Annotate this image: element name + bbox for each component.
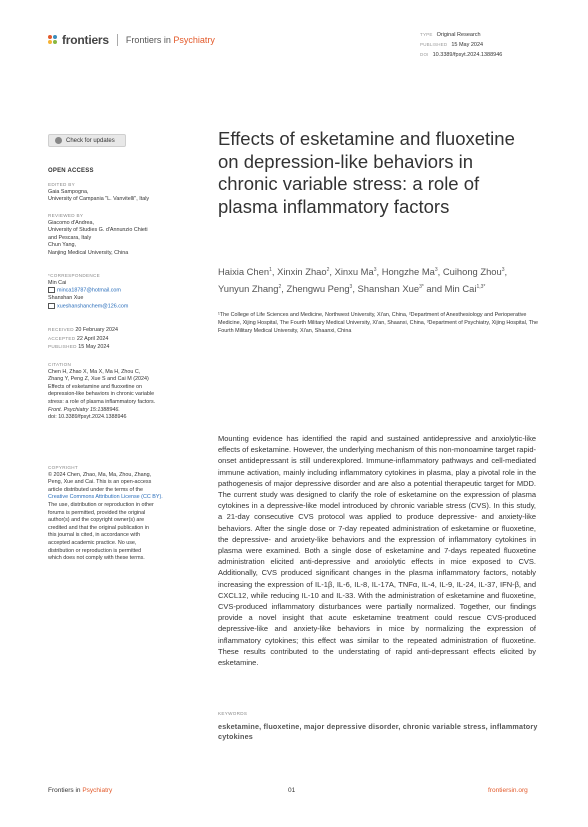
- correspondence: *CORRESPONDENCE Min Cai minca18787@hotmail.com Shanshan Xue xueshanshanchem@126.com: [48, 273, 129, 310]
- published-date: 15 May 2024: [451, 42, 484, 48]
- open-access-label: OPEN ACCESS: [48, 168, 94, 174]
- frontiers-logo[interactable]: [48, 33, 215, 47]
- citation: CITATION Chen H, Zhao X, Ma X, Ma H, Zhou C, Zhang Y, Peng Z, Xue S and Cai M (2024) Effects of esketamine and fluoxetine on depression-like behaviors in chronic variable stress: a role of plasma inflammatory factors. Front. Psychiatry 15:1388946. doi: 10.3389/fpsyt.2024.1388946: [48, 362, 156, 421]
- footer-journal[interactable]: Frontiers in Psychiatry: [48, 787, 113, 794]
- author-name[interactable]: Zhengwu Peng$^3$: [286, 282, 353, 294]
- email-icon: [48, 303, 55, 309]
- author-name[interactable]: Hongzhe Ma$^3$: [381, 266, 438, 278]
- footer-site-link[interactable]: frontiersin.org: [488, 787, 528, 794]
- copyright: COPYRIGHT © 2024 Chen, Zhao, Ma, Ma, Zhou, Zhang, Peng, Xue and Cai. This is an open-access article distributed under the terms of the Creative Commons Attribution License (CC BY). The use, distribution or reproduction in other forums is permitted, provided the original author(s) and the copyright owner(s) are credited and that the original publication in this journal is cited, in accordance with accepted academic practice. No use, distribution or reproduction is permitted which does not comply with these terms.: [48, 464, 186, 563]
- doi[interactable]: 10.3389/fpsyt.2024.1388946: [432, 52, 503, 58]
- author-list: Haixia Chen$^1$, Xinxin Zhao$^2$, Xinxu Ma$^3$, Hongzhe Ma$^3$, Cuihong Zhou$^3$, Yunyun Zhang$^2$, Zhengwu Peng$^3$, Shanshan Xue$^{3*}$ and Min Cai$^{1,3*}$: [218, 266, 508, 294]
- keywords-heading: KEYWORDS: [218, 711, 248, 716]
- email-link[interactable]: xueshanshanchem@126.com: [57, 303, 129, 310]
- author-name[interactable]: Cuihong Zhou$^3$: [442, 266, 505, 278]
- author-name[interactable]: Yunyun Zhang$^2$: [218, 282, 282, 294]
- journal-name[interactable]: Frontiers in Psychiatry: [125, 35, 215, 45]
- affiliations: ¹The College of Life Sciences and Medicine, Northwest University, Xi'an, China, ²Department of Anesthesiology and Perioperative Medicine, Xijing Hospital, The Fourth Military Medical University, Xi'an, Shaanxi, China, ³Department of Psychiatry, Xijing Hospital, The Fourth Military Medical University, Xi'an, Shaanxi, China: [218, 312, 539, 334]
- logo-divider: [117, 34, 118, 46]
- keywords: esketamine, fluoxetine, major depressive disorder, chronic variable stress, inflammatory cytokines: [218, 722, 538, 741]
- author-name[interactable]: Shanshan Xue$^{3*}$: [357, 282, 424, 294]
- article-meta: TYPE Original Research PUBLISHED 15 May 2024 DOI 10.3389/fpsyt.2024.1388946: [420, 32, 503, 58]
- check-updates-icon: [55, 137, 62, 144]
- logo-text: frontiers: [62, 33, 109, 47]
- edited-by: EDITED BY Gaia Sampogna, University of Campania "L. Vanvitelli", Italy: [48, 182, 150, 203]
- abstract: Mounting evidence has identified the rapid and sustained antidepressive and anxiolytic-like effects of esketamine. However, the underlying mechanism of this non-monoamine target rapid-onset antidepressant is still underexplored. Immune-inflammatory pathways and cell-mediated immune activation, mainly including inflammatory cytokines in plasma, play a pivotal role in the pathogenesis of major depressive disorder and are also a potential therapeutic target for MDD. The current study was designed to clarify the role of esketamine on the expression of plasma cytokines in a depressive-like model introduced by chronic variable stress (CVS). In this study, a 21-day consecutive CVS protocol was applied to produce depressive- and anxiety-like behaviors. After the single dose or 7-day repeated administration of esketamine or fluoxetine, the depressive- and anxiety-like behaviors and the expression of inflammatory cytokines in plasma were examined. Both a single dose of esketamine and 7-days repeated fluoxetine administration elicited anti-depressive and anxiolytic effects in mice exposed to CVS. Additionally, CVS produced significant changes in the plasma inflammatory factors, notably increasing the expression of IL-1β, IL-6, IL-8, IL-17A, TNFα, IL-4, IL-9, IL-24, IL-37, IFN-β, and CXCL12, while reducing IL-10 and IL-33. With the administration of esketamine and fluoxetine, CVS-produced inflammatory disturbances were partially normalized. Together, our findings provide a novel insight that acute esketamine treatment could rescue CVS-produced depressive-like and anxiety-like behaviors in mice by normalizing the expression of inflammatory cytokines; this effect was similar to the repeated administration of fluoxetine. These results contributed to the understating of rapid anti-depressant effects elicited by esketamine.: [218, 434, 536, 668]
- email-link[interactable]: minca18787@hotmail.com: [57, 287, 121, 294]
- reviewed-by: REVIEWED BY Giacomo d'Andrea, University of Studies G. d'Annunzio Chieti and Pescara, Italy Chun Yang, Nanjing Medical University, China: [48, 213, 148, 256]
- page-number: 01: [288, 787, 296, 794]
- author-name[interactable]: Xinxu Ma$^3$: [334, 266, 377, 278]
- author-name[interactable]: Min Cai$^{1,3*}$: [444, 282, 486, 294]
- cc-by-license-link[interactable]: Creative Commons Attribution License (CC BY).: [48, 494, 163, 501]
- author-name[interactable]: Haixia Chen$^1$: [218, 266, 272, 278]
- author-name[interactable]: Xinxin Zhao$^2$: [277, 266, 330, 278]
- check-for-updates-button[interactable]: Check for updates: [48, 134, 126, 147]
- frontiers-logo-icon: [48, 35, 58, 45]
- dates: RECEIVED 20 February 2024 ACCEPTED 22 April 2024 PUBLISHED 15 May 2024: [48, 327, 118, 351]
- article-type: Original Research: [436, 32, 481, 38]
- article-title: Effects of esketamine and fluoxetine on depression-like behaviors in chronic variable stress: a role of plasma inflammatory factors: [218, 128, 515, 217]
- email-icon: [48, 287, 55, 293]
